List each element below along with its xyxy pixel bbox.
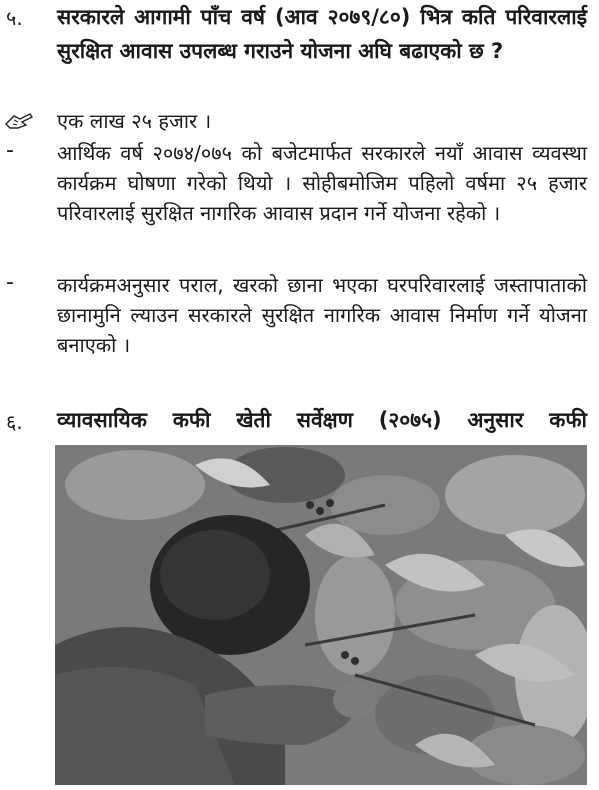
point-text: कार्यक्रमअनुसार पराल, खरको छाना भएका घरपरिवारलाई जस्तापाताको छानामुनि ल्याउन सरकारले सुरक्षित नागरिक आवास निर्माण गर्ने योजना बनाएको । [57,273,587,357]
coffee-picking-photo [55,445,587,785]
question-6-number: ६. [6,410,23,434]
point-text: आर्थिक वर्ष २०७४/०७५ को बजेटमार्फत सरकारले नयाँ आवास व्यवस्था कार्यक्रम घोषणा गरेको थियो । सोहीबमोजिम पहिलो वर्षमा २५ हजार परिवारलाई सुरक्षित नागरिक आवास प्रदान गर्ने योजना रहेको । [57,141,587,225]
bullet: - [6,270,14,295]
question-5-number: ५. [6,6,23,30]
bullet: - [6,138,14,163]
answer-5-text: एक लाख २५ हजार । [57,109,212,133]
pointing-hand-icon [4,110,34,132]
question-6-text: व्यावसायिक कफी खेती सर्वेक्षण (२०७५) अनुसार कफी [57,408,587,432]
question-5-text: सरकारले आगामी पाँच वर्ष (आव २०७९/८०) भित्र कति परिवारलाई सुरक्षित आवास उपलब्ध गराउने योजना अघि बढाएको छ ? [57,5,587,63]
